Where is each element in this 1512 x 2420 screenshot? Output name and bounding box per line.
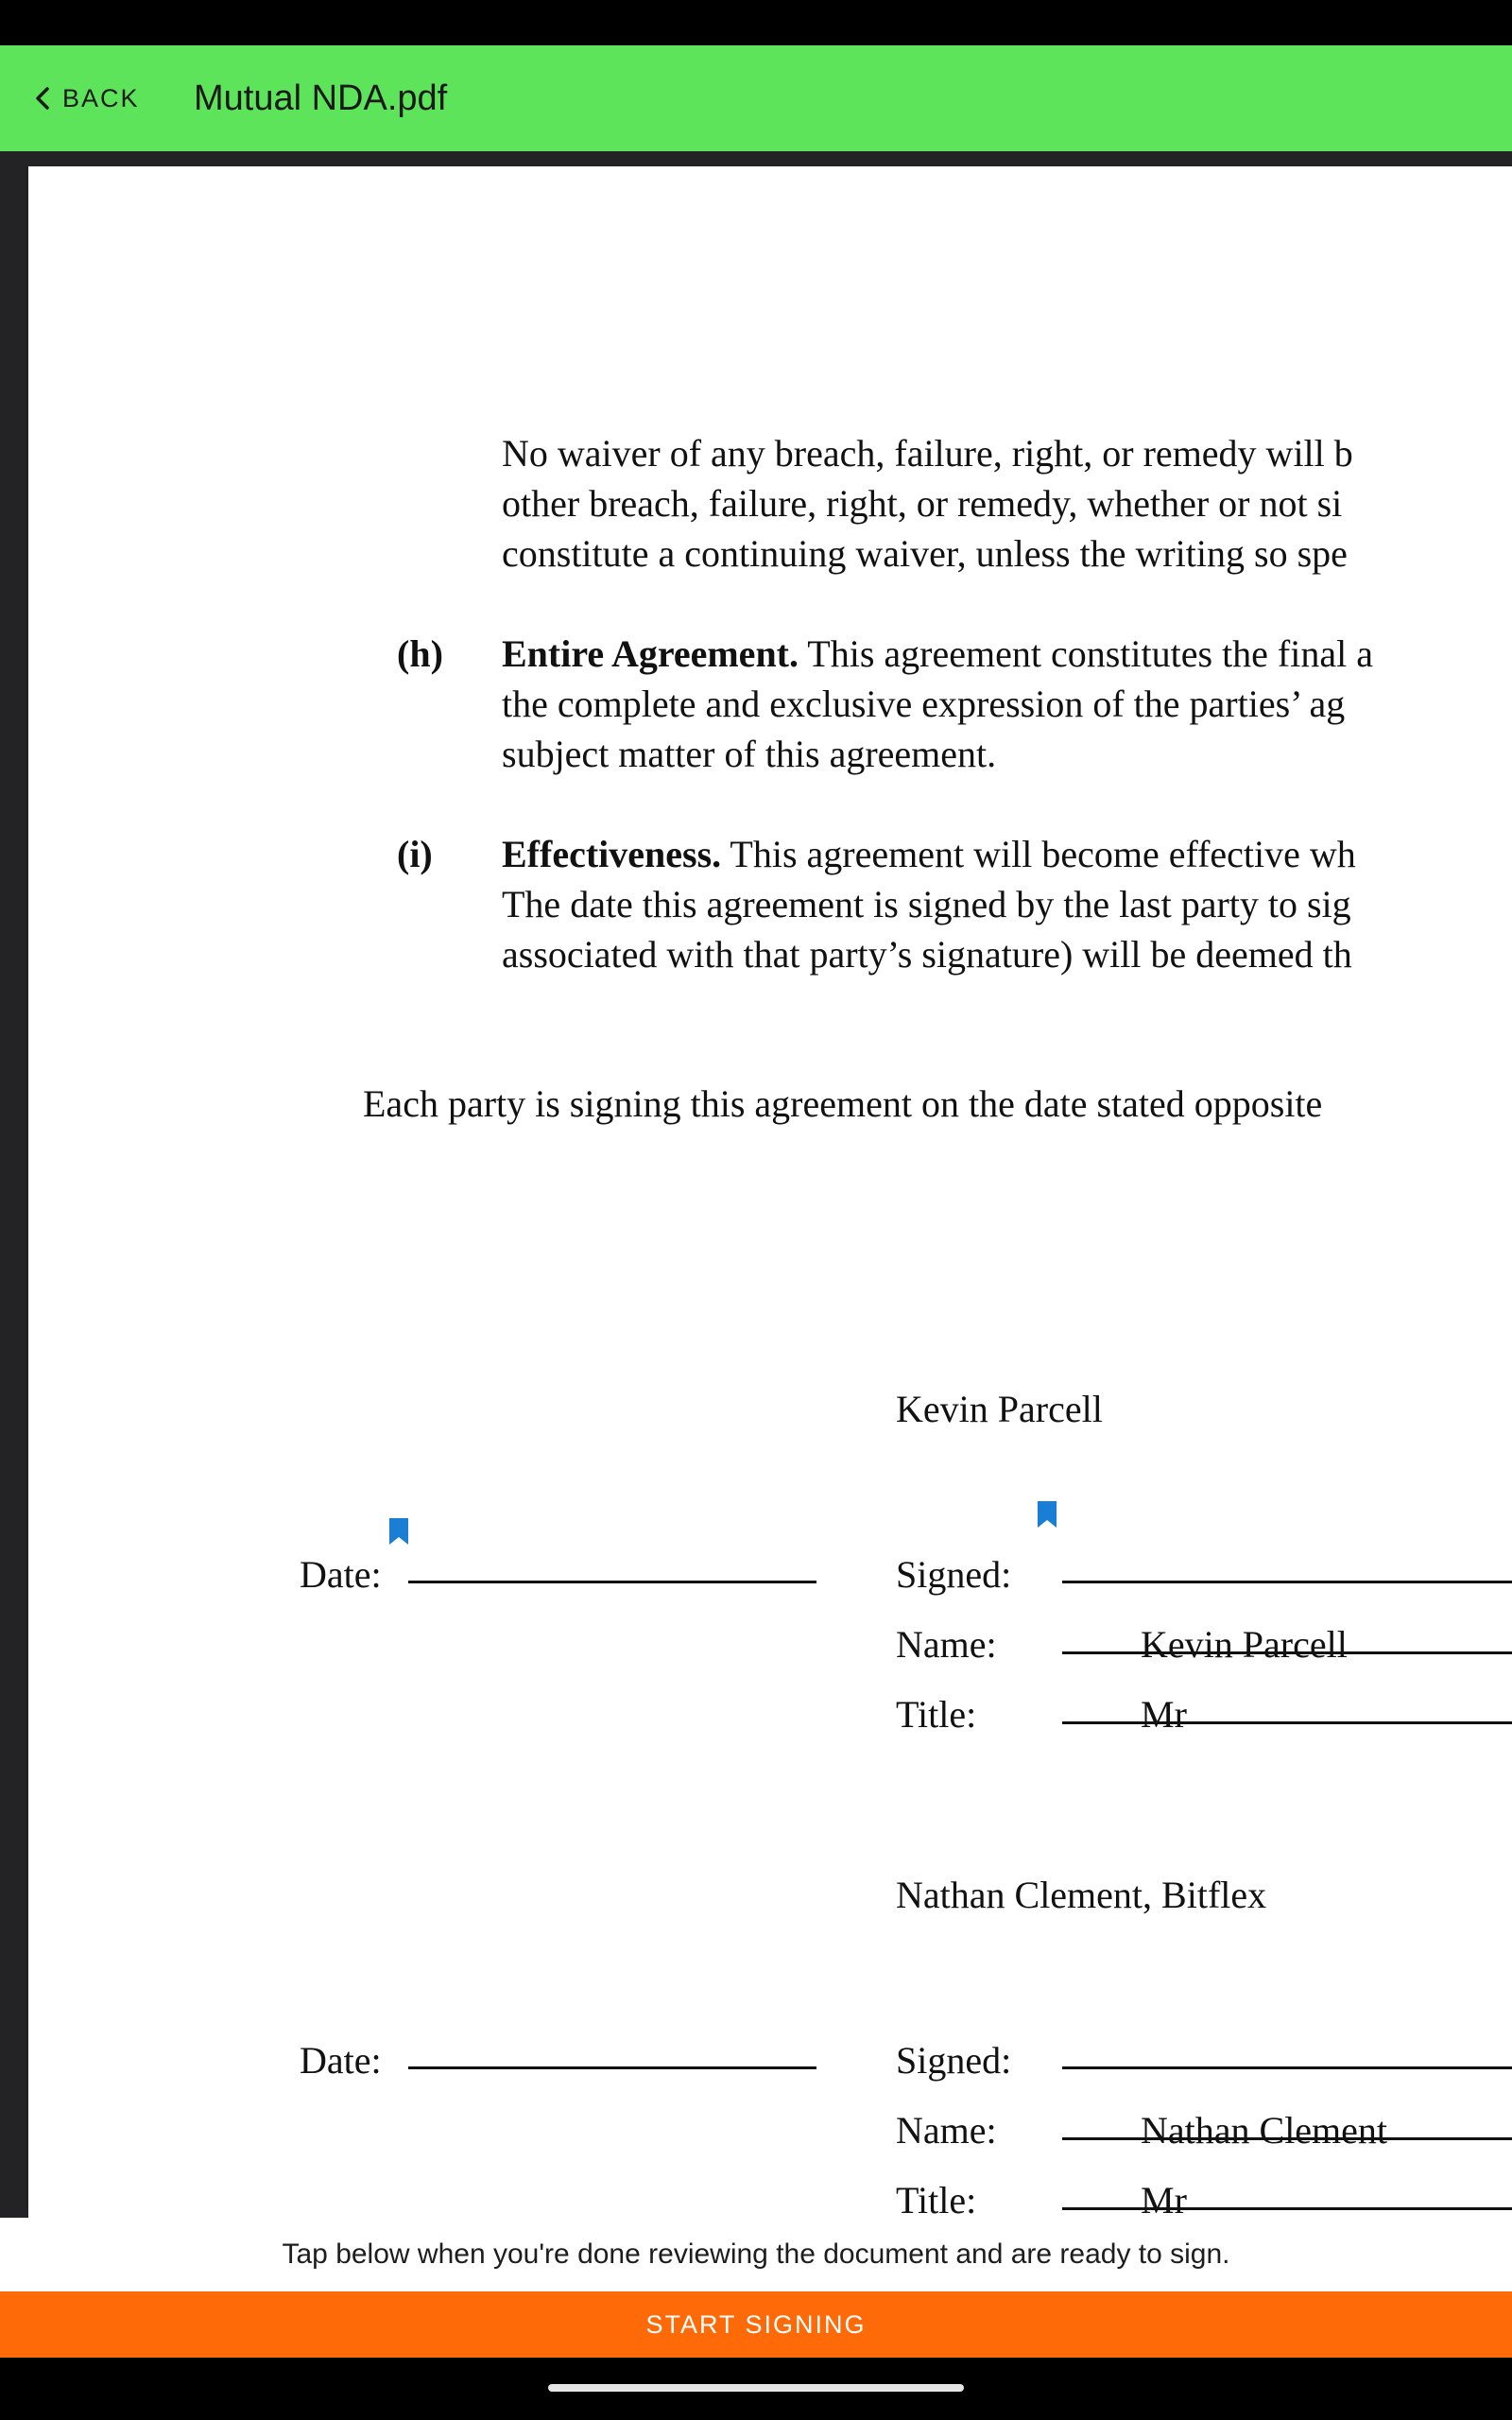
review-hint: Tap below when you're done reviewing the document and are ready to sign. [282, 2238, 1230, 2270]
clause-i-line-3: associated with that party’s signature) will be deemed th [502, 933, 1352, 976]
home-indicator[interactable] [548, 2384, 964, 2392]
back-label: BACK [62, 83, 140, 112]
navigation-bar [0, 2358, 1512, 2420]
start-signing-button[interactable]: START SIGNING [0, 2291, 1512, 2358]
waiver-line-2: other breach, failure, right, or remedy, whether or not si [502, 482, 1343, 525]
status-bar [0, 0, 1512, 45]
review-hint-panel [0, 2218, 1512, 2291]
clause-h-line-2: the complete and exclusive expression of the parties’ ag [502, 683, 1346, 725]
signer-1-signed-label: Signed: [896, 1553, 1012, 1596]
clause-i-line-2: The date this agreement is signed by the last party to sig [502, 883, 1351, 925]
signer-2-party: Nathan Clement, Bitflex [896, 1874, 1267, 1916]
clause-h-heading: Entire Agreement. [502, 632, 799, 675]
back-button[interactable] [32, 74, 140, 123]
signer-2-name-line [1062, 2137, 1512, 2140]
signer-1-title-value: Mr [1141, 1693, 1187, 1736]
signer-1-date-field[interactable] [408, 1581, 816, 1583]
signer-1-name-line [1062, 1651, 1512, 1654]
signer-2-date-field[interactable] [408, 2066, 816, 2069]
document-title: Mutual NDA.pdf [194, 78, 448, 118]
signer-1-name-value: Kevin Parcell [1141, 1623, 1348, 1666]
clause-i-heading: Effectiveness. [502, 833, 722, 875]
signer-1-name-label: Name: [896, 1623, 997, 1666]
signing-statement: Each party is signing this agreement on the date stated opposite [363, 1082, 1323, 1125]
signer-2-signature-field[interactable] [1062, 2066, 1512, 2069]
clause-i-marker: (i) [397, 833, 433, 875]
signer-2-name-value: Nathan Clement [1141, 2109, 1388, 2152]
clause-h-line-1-text: This agreement constitutes the final a [799, 632, 1373, 675]
signer-2-signed-label: Signed: [896, 2039, 1012, 2082]
clause-i-line-1 [502, 829, 1356, 879]
clause-h-marker: (h) [397, 632, 443, 675]
signer-1-title-label: Title: [896, 1693, 977, 1736]
signer-2-name-label: Name: [896, 2109, 997, 2152]
signer-2-title-label: Title: [896, 2179, 977, 2218]
clause-h-line-1 [502, 629, 1373, 679]
chevron-left-icon [32, 84, 53, 112]
app-bar [0, 45, 1512, 151]
waiver-line-3: constitute a continuing waiver, unless the writing so spe [502, 532, 1348, 575]
signer-2-title-line [1062, 2207, 1512, 2210]
signer-1-signature-field[interactable] [1062, 1581, 1512, 1583]
waiver-line-1: No waiver of any breach, failure, right, or remedy will b [502, 432, 1353, 475]
document-page [28, 166, 1512, 2218]
clause-i-line-1-text: This agreement will become effective wh [721, 833, 1356, 875]
bookmark-icon[interactable] [1038, 1501, 1057, 1528]
signer-1-party: Kevin Parcell [896, 1388, 1103, 1430]
signer-1-date-label: Date: [300, 1553, 382, 1596]
document-viewer[interactable] [0, 151, 1512, 2218]
signer-2-title-value: Mr [1141, 2179, 1187, 2218]
signer-2-date-label: Date: [300, 2039, 382, 2082]
clause-h-line-3: subject matter of this agreement. [502, 733, 997, 775]
signer-1-title-line [1062, 1721, 1512, 1724]
bookmark-icon[interactable] [389, 1518, 408, 1545]
